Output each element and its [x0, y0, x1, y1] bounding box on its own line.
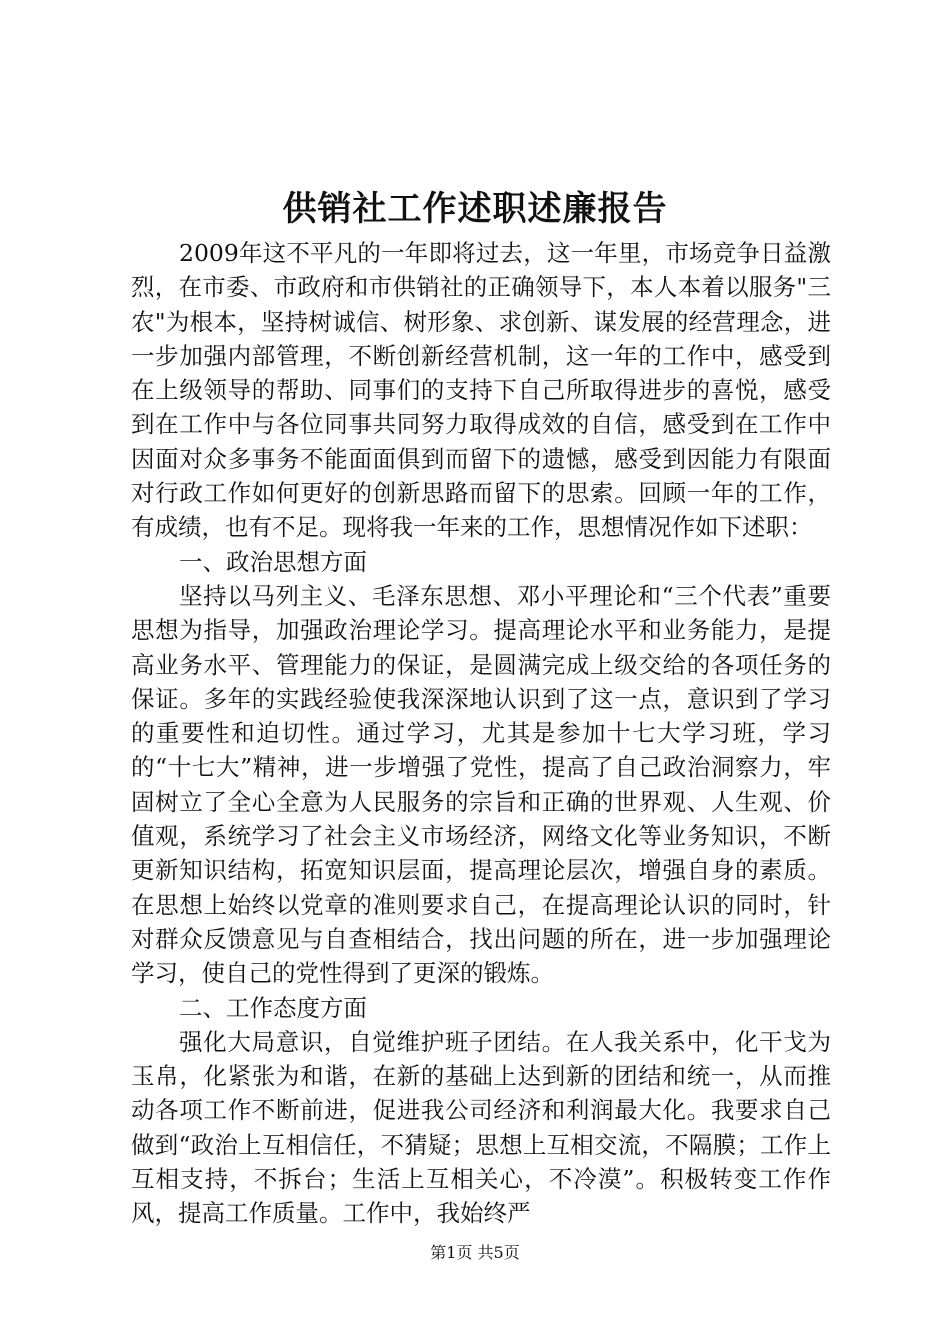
political-paragraph: 坚持以马列主义、毛泽东思想、邓小平理论和“三个代表”重要思想为指导，加强政治理论学习。提高理论水平和业务能力，是提高业务水平、管理能力的保证，是圆满完成上级交给的各项任务的保证。多年的实践经验使我深深地认识到了这一点，意识到了学习的重要性和迫切性。通过学习，尤其是参加十七大学习班，学习的“十七大”精神，进一步增强了党性，提高了自己政治洞察力，牢固树立了全心全意为人民服务的宗旨和正确的世界观、人生观、价值观，系统学习了社会主义市场经济，网络文化等业务知识，不断更新知识结构，拓宽知识层面，提高理论层次，增强自身的素质。在思想上始终以党章的准则要求自己，在提高理论认识的同时，针对群众反馈意见与自查相结合，找出问题的所在，进一步加强理论学习，使自己的党性得到了更深的锻炼。 — [131, 581, 831, 988]
section-heading-attitude: 二、工作态度方面 — [179, 993, 367, 1022]
page-title: 供销社工作述职述廉报告 — [282, 189, 668, 229]
page-number-footer: 第1页 共5页 — [430, 1243, 520, 1262]
section-heading-political: 一、政治思想方面 — [179, 547, 367, 576]
document-body — [131, 236, 831, 1231]
intro-paragraph: 2009年这不平凡的一年即将过去，这一年里，市场竞争日益激烈，在市委、市政府和市供销社的正确领导下，本人本着以服务"三农"为根本，坚持树诚信、树形象、求创新、谋发展的经营理念，进一步加强内部管理，不断创新经营机制，这一年的工作中，感受到在上级领导的帮助、同事们的支持下自己所取得进步的喜悦，感受到在工作中与各位同事共同努力取得成效的自信，感受到在工作中因面对众多事务不能面面俱到而留下的遗憾，感受到因能力有限面对行政工作如何更好的创新思路而留下的思索。回顾一年的工作，有成绩，也有不足。现将我一年来的工作，思想情况作如下述职： — [131, 239, 831, 542]
attitude-paragraph: 强化大局意识，自觉维护班子团结。在人我关系中，化干戈为玉帛，化紧张为和谐，在新的基础上达到新的团结和统一，从而推动各项工作不断前进，促进我公司经济和利润最大化。我要求自己做到“政治上互相信任，不猜疑；思想上互相交流，不隔膜；工作上互相支持，不拆台；生活上互相关心，不冷漠”。积极转变工作作风，提高工作质量。工作中，我始终严 — [131, 1027, 831, 1228]
